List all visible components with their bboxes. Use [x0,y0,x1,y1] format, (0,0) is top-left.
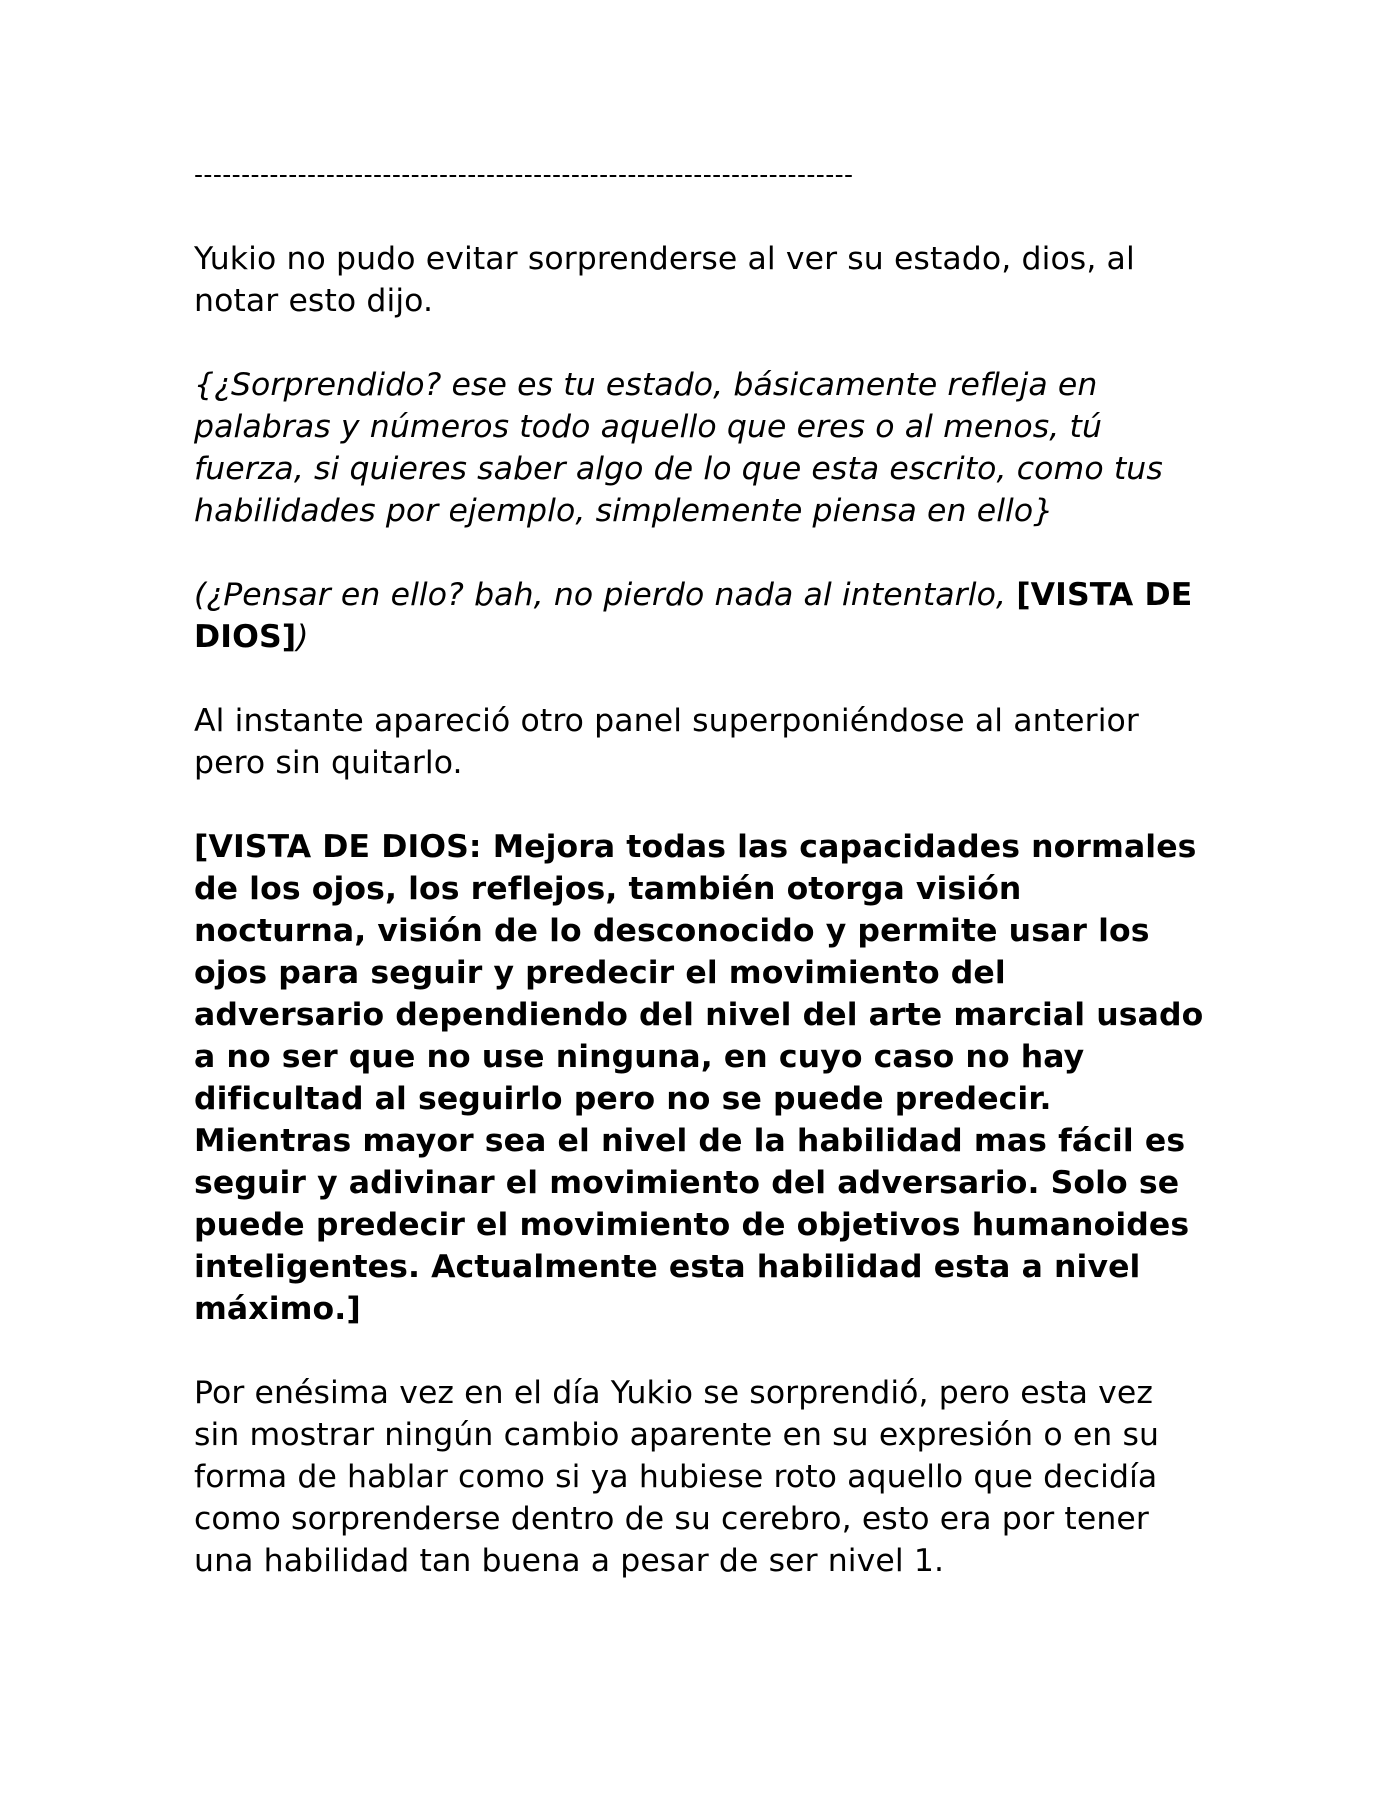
narration-paragraph: Yukio no pudo evitar sorprenderse al ver su estado, dios, al notar esto dijo. [194,241,1135,319]
thought-close: ) [296,619,309,655]
skill-name: [VISTA DE DIOS] [194,577,1193,655]
document-page [194,160,1204,1624]
thought-paragraph [194,574,1204,658]
skill-description-paragraph: [VISTA DE DIOS: Mejora todas las capacidades normales de los ojos, los reflejos, también otorga visión nocturna, visión de lo desconocido y permite usar los ojos para seguir y predecir el movimiento del adversario dependiendo del nivel del arte marcial usado a no ser que no use ninguna, en cuyo caso no hay dificultad al seguirlo pero no se puede predecir. Mientras mayor sea el nivel de la habilidad mas fácil es seguir y adivinar el movimiento del adversario. Solo se puede predecir el movimiento de objetivos humanoides inteligentes. Actualmente esta habilidad esta a nivel máximo.] [194,829,1204,1327]
separator-line: ---------------------------------------------------------------------- [194,160,854,189]
god-dialogue-paragraph: {¿Sorprendido? ese es tu estado, básicamente refleja en palabras y números todo aquello que eres o al menos, tú fuerza, si quieres saber algo de lo que esta escrito, como tus habilidades por ejemplo, simplemente piensa en ello} [194,367,1163,529]
thought-text: (¿Pensar en ello? bah, no pierdo nada al intentarlo, [194,577,1017,613]
narration-paragraph-panel: Al instante apareció otro panel superponiéndose al anterior pero sin quitarlo. [194,703,1139,781]
narration-paragraph-closing: Por enésima vez en el día Yukio se sorprendió, pero esta vez sin mostrar ningún cambio aparente en su expresión o en su forma de hablar como si ya hubiese roto aquello que decidía como sorprenderse dentro de su cerebro, esto era por tener una habilidad tan buena a pesar de ser nivel 1. [194,1375,1160,1579]
